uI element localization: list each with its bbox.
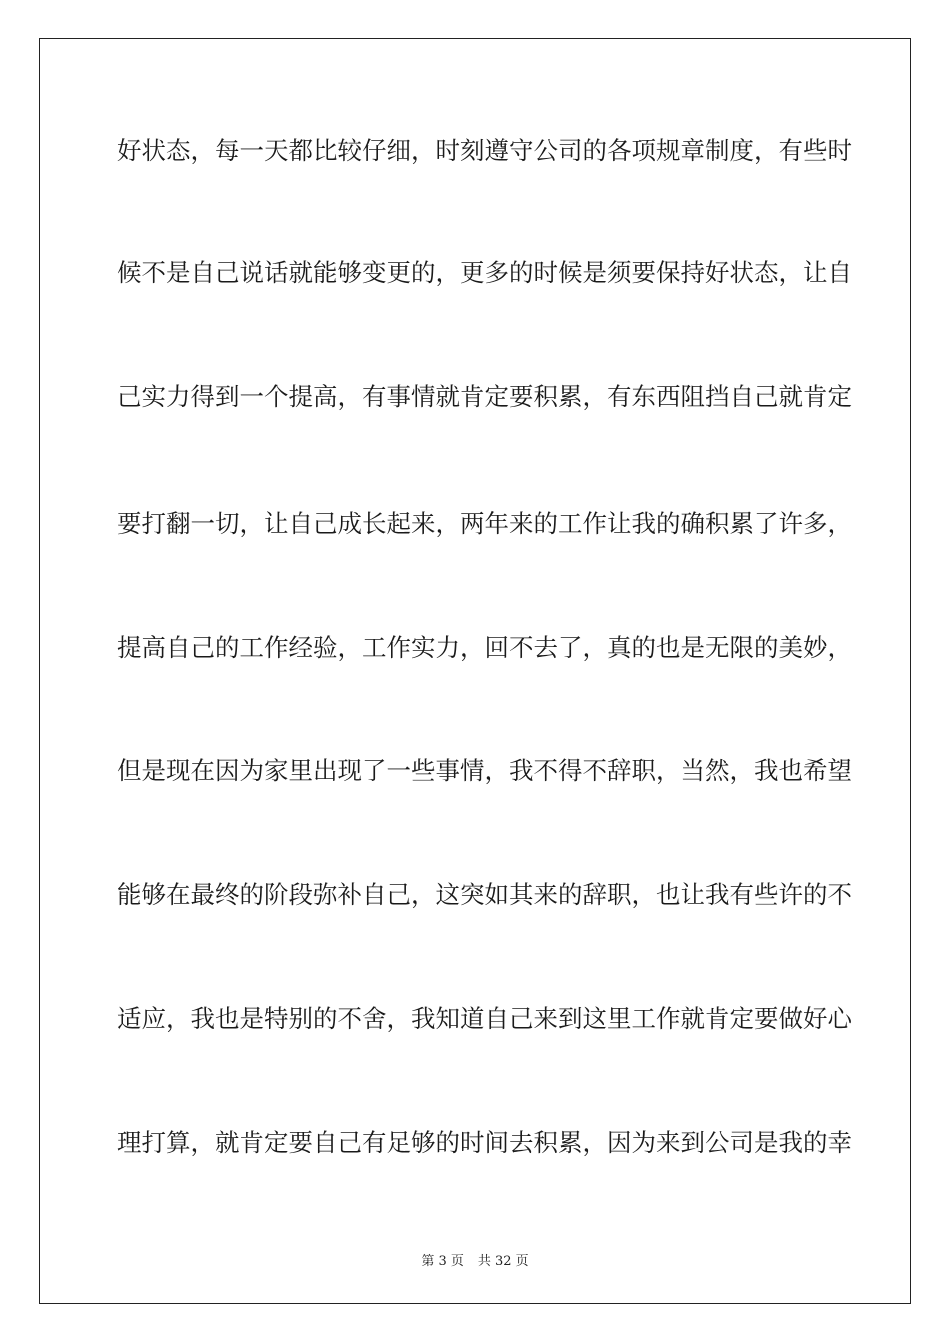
page-number: 第 3 页 — [421, 1254, 464, 1269]
text-line: 理打算，就肯定要自己有足够的时间去积累，因为来到公司是我的幸 — [117, 1128, 852, 1157]
text-line: 但是现在因为家里出现了一些事情，我不得不辞职，当然，我也希望 — [117, 756, 852, 785]
page-total: 共 32 页 — [477, 1254, 529, 1269]
text-line: 提高自己的工作经验，工作实力，回不去了，真的也是无限的美妙， — [117, 633, 852, 662]
text-line: 候不是自己说话就能够变更的，更多的时候是须要保持好状态，让自 — [117, 258, 852, 287]
text-line: 好状态，每一天都比较仔细，时刻遵守公司的各项规章制度，有些时 — [117, 136, 852, 165]
page-footer — [0, 1250, 950, 1269]
text-line: 要打翻一切，让自己成长起来，两年来的工作让我的确积累了许多， — [117, 509, 852, 538]
text-line: 己实力得到一个提高，有事情就肯定要积累，有东西阻挡自己就肯定 — [117, 382, 852, 411]
text-line: 能够在最终的阶段弥补自己，这突如其来的辞职，也让我有些许的不 — [117, 880, 852, 909]
text-line: 适应，我也是特别的不舍，我知道自己来到这里工作就肯定要做好心 — [117, 1004, 852, 1033]
